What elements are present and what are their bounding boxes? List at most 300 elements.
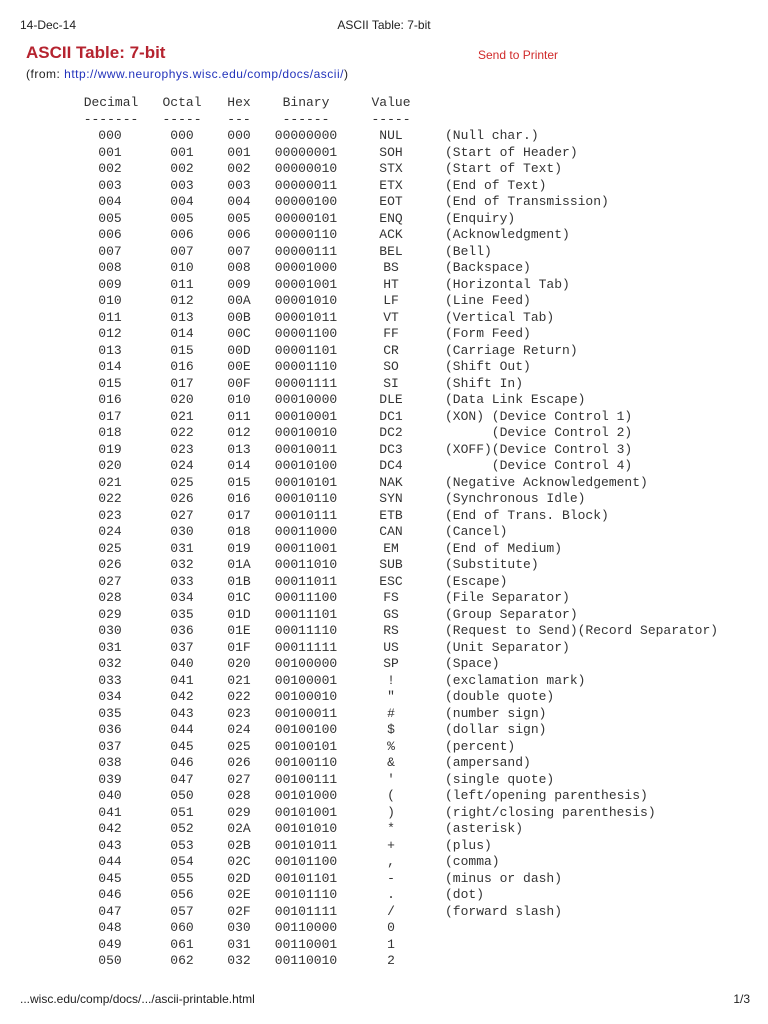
value-cell: ETX <box>379 177 403 193</box>
binary-cell: 00101100 <box>274 854 338 869</box>
value-cell: . <box>387 887 395 902</box>
send-to-printer-link[interactable]: Send to Printer <box>478 48 559 62</box>
octal-cell: 057 <box>170 903 194 919</box>
description-cell: (single quote) <box>445 771 555 787</box>
table-body <box>0 128 768 970</box>
binary-cell: 00001100 <box>274 326 338 341</box>
octal-cell: 045 <box>170 738 194 754</box>
table-row <box>0 887 768 904</box>
description-cell: (Acknowledgment) <box>445 227 570 242</box>
table-row <box>0 178 768 195</box>
hex-cell: 018 <box>227 524 251 539</box>
decimal-cell: 039 <box>98 771 122 787</box>
binary-cell: 00010011 <box>274 441 338 457</box>
binary-cell: 00001101 <box>274 342 338 358</box>
value-cell: ( <box>387 788 395 803</box>
decimal-cell: 040 <box>98 788 122 803</box>
source-suffix: ) <box>343 67 349 81</box>
description-cell: (ampersand) <box>445 755 531 770</box>
decimal-cell: 024 <box>98 524 122 539</box>
decimal-cell: 048 <box>98 920 122 935</box>
octal-cell: 005 <box>170 210 194 226</box>
decimal-cell: 045 <box>98 870 122 886</box>
underline-binary: ------ <box>282 111 330 127</box>
binary-cell: 00010101 <box>274 474 338 490</box>
description-cell: (Escape) <box>445 573 508 589</box>
decimal-cell: 036 <box>98 722 122 737</box>
decimal-cell: 002 <box>98 161 122 176</box>
octal-cell: 043 <box>170 705 194 721</box>
table-row <box>0 557 768 574</box>
decimal-cell: 017 <box>98 408 122 424</box>
value-cell: 0 <box>387 920 395 935</box>
footer-page-number: 1/3 <box>733 992 750 1006</box>
octal-cell: 012 <box>170 293 194 308</box>
decimal-cell: 020 <box>98 458 122 473</box>
description-cell: (right/closing parenthesis) <box>445 804 656 820</box>
description-cell: (Start of Text) <box>445 161 563 176</box>
hex-cell: 020 <box>227 656 251 671</box>
value-cell: EM <box>383 540 399 556</box>
table-row <box>0 706 768 723</box>
binary-cell: 00001001 <box>274 276 338 292</box>
table-row <box>0 607 768 624</box>
value-cell: # <box>387 705 395 721</box>
binary-cell: 00001000 <box>274 260 338 275</box>
hex-cell: 01F <box>227 639 251 655</box>
hex-cell: 00E <box>227 359 251 374</box>
hex-cell: 01E <box>227 623 251 638</box>
octal-cell: 007 <box>170 243 194 259</box>
ascii-table <box>0 95 768 970</box>
octal-cell: 062 <box>170 953 194 968</box>
header-hex: Hex <box>227 95 251 110</box>
hex-cell: 008 <box>227 260 251 275</box>
decimal-cell: 044 <box>98 854 122 869</box>
binary-cell: 00100101 <box>274 738 338 754</box>
hex-cell: 016 <box>227 491 251 506</box>
hex-cell: 02C <box>227 854 251 869</box>
value-cell: ACK <box>379 227 403 242</box>
decimal-cell: 046 <box>98 887 122 902</box>
binary-cell: 00000010 <box>274 161 338 176</box>
octal-cell: 027 <box>170 507 194 523</box>
hex-cell: 028 <box>227 788 251 803</box>
binary-cell: 00000001 <box>274 144 338 160</box>
octal-cell: 014 <box>170 326 194 341</box>
octal-cell: 056 <box>170 887 194 902</box>
table-row <box>0 854 768 871</box>
hex-cell: 004 <box>227 194 251 209</box>
octal-cell: 060 <box>170 920 194 935</box>
octal-cell: 052 <box>170 821 194 836</box>
description-cell: (minus or dash) <box>445 870 563 886</box>
table-row <box>0 772 768 789</box>
table-row <box>0 442 768 459</box>
binary-cell: 00001110 <box>274 359 338 374</box>
octal-cell: 017 <box>170 375 194 391</box>
page-title: ASCII Table: 7-bit <box>26 43 166 62</box>
binary-cell: 00000011 <box>274 177 338 193</box>
decimal-cell: 032 <box>98 656 122 671</box>
value-cell: NUL <box>379 128 403 143</box>
description-cell: (dot) <box>445 887 485 902</box>
octal-cell: 022 <box>170 425 194 440</box>
hex-cell: 011 <box>227 408 251 424</box>
value-cell: SYN <box>379 491 403 506</box>
value-cell: US <box>383 639 399 655</box>
table-row <box>0 689 768 706</box>
octal-cell: 006 <box>170 227 194 242</box>
binary-cell: 00001111 <box>274 375 338 391</box>
binary-cell: 00001011 <box>274 309 338 325</box>
decimal-cell: 029 <box>98 606 122 622</box>
description-cell: (exclamation mark) <box>445 672 586 688</box>
value-cell: BEL <box>379 243 403 259</box>
print-date: 14-Dec-14 <box>20 18 77 32</box>
description-cell: (Enquiry) <box>445 210 516 226</box>
table-row <box>0 293 768 310</box>
value-cell: RS <box>383 623 399 638</box>
description-cell: (asterisk) <box>445 821 524 836</box>
table-row <box>0 376 768 393</box>
footer-url: ...wisc.edu/comp/docs/.../ascii-printable.html <box>20 992 255 1006</box>
octal-cell: 015 <box>170 342 194 358</box>
decimal-cell: 049 <box>98 936 122 952</box>
value-cell: + <box>387 837 395 853</box>
octal-cell: 020 <box>170 392 194 407</box>
hex-cell: 023 <box>227 705 251 721</box>
print-header <box>0 18 768 34</box>
description-cell: (Form Feed) <box>445 326 531 341</box>
table-row <box>0 920 768 937</box>
octal-cell: 047 <box>170 771 194 787</box>
value-cell: SI <box>383 375 399 391</box>
decimal-cell: 006 <box>98 227 122 242</box>
decimal-cell: 003 <box>98 177 122 193</box>
hex-cell: 010 <box>227 392 251 407</box>
decimal-cell: 022 <box>98 491 122 506</box>
decimal-cell: 013 <box>98 342 122 358</box>
binary-cell: 00010010 <box>274 425 338 440</box>
description-cell: (forward slash) <box>445 903 563 919</box>
decimal-cell: 035 <box>98 705 122 721</box>
underline-value: ----- <box>371 111 411 127</box>
value-cell: 2 <box>387 953 395 968</box>
value-cell: GS <box>383 606 399 622</box>
decimal-cell: 000 <box>98 128 122 143</box>
value-cell: SP <box>383 656 399 671</box>
description-cell: (End of Trans. Block) <box>445 507 609 523</box>
binary-cell: 00010000 <box>274 392 338 407</box>
hex-cell: 003 <box>227 177 251 193</box>
source-link[interactable]: http://www.neurophys.wisc.edu/comp/docs/ascii/ <box>64 67 344 81</box>
binary-cell: 00000000 <box>274 128 338 143</box>
table-row <box>0 541 768 558</box>
decimal-cell: 031 <box>98 639 122 655</box>
table-row <box>0 343 768 360</box>
value-cell: FS <box>383 590 399 605</box>
table-row <box>0 128 768 145</box>
description-cell: (plus) <box>445 837 492 853</box>
binary-cell: 00001010 <box>274 293 338 308</box>
hex-cell: 001 <box>227 144 251 160</box>
table-row <box>0 475 768 492</box>
value-cell: DC4 <box>379 458 403 473</box>
value-cell: HT <box>383 276 399 292</box>
octal-cell: 051 <box>170 804 194 820</box>
binary-cell: 00011010 <box>274 557 338 572</box>
hex-cell: 006 <box>227 227 251 242</box>
hex-cell: 021 <box>227 672 251 688</box>
value-cell: FF <box>383 326 399 341</box>
decimal-cell: 038 <box>98 755 122 770</box>
description-cell: (Carriage Return) <box>445 342 578 358</box>
table-row <box>0 805 768 822</box>
octal-cell: 003 <box>170 177 194 193</box>
hex-cell: 032 <box>227 953 251 968</box>
header-octal: Octal <box>162 95 202 110</box>
underline-hex: --- <box>227 111 251 127</box>
hex-cell: 01D <box>227 606 251 622</box>
value-cell: LF <box>383 293 399 308</box>
value-cell: DC2 <box>379 425 403 440</box>
decimal-cell: 004 <box>98 194 122 209</box>
decimal-cell: 025 <box>98 540 122 556</box>
hex-cell: 000 <box>227 128 251 143</box>
table-row <box>0 838 768 855</box>
description-cell: (XON) (Device Control 1) <box>445 408 633 424</box>
value-cell: / <box>387 903 395 919</box>
decimal-cell: 050 <box>98 953 122 968</box>
table-row <box>0 524 768 541</box>
header-value: Value <box>371 95 411 110</box>
binary-cell: 00010111 <box>274 507 338 523</box>
octal-cell: 040 <box>170 656 194 671</box>
hex-cell: 027 <box>227 771 251 787</box>
binary-cell: 00100010 <box>274 689 338 704</box>
table-row <box>0 310 768 327</box>
hex-cell: 007 <box>227 243 251 259</box>
decimal-cell: 010 <box>98 293 122 308</box>
description-cell: (Data Link Escape) <box>445 392 586 407</box>
table-row <box>0 211 768 228</box>
table-row <box>0 326 768 343</box>
header-decimal: Decimal <box>83 95 139 110</box>
octal-cell: 032 <box>170 557 194 572</box>
table-row <box>0 937 768 954</box>
hex-cell: 005 <box>227 210 251 226</box>
octal-cell: 021 <box>170 408 194 424</box>
table-row <box>0 590 768 607</box>
octal-cell: 004 <box>170 194 194 209</box>
print-footer <box>0 992 768 1008</box>
description-cell: (File Separator) <box>445 590 570 605</box>
octal-cell: 025 <box>170 474 194 490</box>
binary-cell: 00011000 <box>274 524 338 539</box>
table-row <box>0 458 768 475</box>
hex-cell: 00D <box>227 342 251 358</box>
table-row <box>0 656 768 673</box>
description-cell: (XOFF)(Device Control 3) <box>445 441 633 457</box>
octal-cell: 033 <box>170 573 194 589</box>
octal-cell: 050 <box>170 788 194 803</box>
hex-cell: 00C <box>227 326 251 341</box>
decimal-cell: 030 <box>98 623 122 638</box>
binary-cell: 00110000 <box>274 920 338 935</box>
binary-cell: 00101001 <box>274 804 338 820</box>
value-cell: DC1 <box>379 408 403 424</box>
description-cell: (Null char.) <box>445 128 539 143</box>
value-cell: CAN <box>379 524 403 539</box>
decimal-cell: 028 <box>98 590 122 605</box>
octal-cell: 024 <box>170 458 194 473</box>
octal-cell: 044 <box>170 722 194 737</box>
octal-cell: 026 <box>170 491 194 506</box>
decimal-cell: 018 <box>98 425 122 440</box>
decimal-cell: 043 <box>98 837 122 853</box>
description-cell: (Substitute) <box>445 557 539 572</box>
table-row <box>0 161 768 178</box>
table-row <box>0 623 768 640</box>
hex-cell: 017 <box>227 507 251 523</box>
decimal-cell: 014 <box>98 359 122 374</box>
table-row <box>0 194 768 211</box>
underline-octal: ----- <box>162 111 202 127</box>
hex-cell: 02A <box>227 821 251 836</box>
binary-cell: 00000111 <box>274 243 338 259</box>
description-cell: (Group Separator) <box>445 606 578 622</box>
hex-cell: 022 <box>227 689 251 704</box>
binary-cell: 00010100 <box>274 458 338 473</box>
description-cell: (Device Control 4) <box>445 458 633 473</box>
description-cell: (percent) <box>445 738 516 754</box>
value-cell: STX <box>379 161 403 176</box>
description-cell: (Shift Out) <box>445 359 531 374</box>
decimal-cell: 011 <box>98 309 122 325</box>
decimal-cell: 034 <box>98 689 122 704</box>
table-row <box>0 244 768 261</box>
description-cell: (Horizontal Tab) <box>445 276 570 292</box>
source-prefix: (from: <box>26 67 65 81</box>
decimal-cell: 012 <box>98 326 122 341</box>
hex-cell: 00B <box>227 309 251 325</box>
octal-cell: 034 <box>170 590 194 605</box>
table-row <box>0 425 768 442</box>
decimal-cell: 001 <box>98 144 122 160</box>
table-row <box>0 755 768 772</box>
binary-cell: 00011101 <box>274 606 338 622</box>
octal-cell: 001 <box>170 144 194 160</box>
decimal-cell: 027 <box>98 573 122 589</box>
value-cell: BS <box>383 260 399 275</box>
octal-cell: 061 <box>170 936 194 952</box>
decimal-cell: 047 <box>98 903 122 919</box>
value-cell: ETB <box>379 507 403 523</box>
octal-cell: 016 <box>170 359 194 374</box>
table-row <box>0 491 768 508</box>
hex-cell: 00F <box>227 375 251 391</box>
binary-cell: 00101011 <box>274 837 338 853</box>
underline-decimal: ------- <box>83 111 139 127</box>
binary-cell: 00100000 <box>274 656 338 671</box>
value-cell: % <box>387 738 395 754</box>
octal-cell: 000 <box>170 128 194 143</box>
hex-cell: 00A <box>227 293 251 308</box>
table-row <box>0 508 768 525</box>
hex-cell: 013 <box>227 441 251 457</box>
value-cell: 1 <box>387 936 395 952</box>
hex-cell: 012 <box>227 425 251 440</box>
decimal-cell: 026 <box>98 557 122 572</box>
value-cell: SO <box>383 359 399 374</box>
binary-cell: 00101111 <box>274 903 338 919</box>
binary-cell: 00011110 <box>274 623 338 638</box>
binary-cell: 00010001 <box>274 408 338 424</box>
description-cell: (End of Transmission) <box>445 194 609 209</box>
value-cell: ! <box>387 672 395 688</box>
binary-cell: 00010110 <box>274 491 338 506</box>
decimal-cell: 037 <box>98 738 122 754</box>
value-cell: $ <box>387 722 395 737</box>
value-cell: - <box>387 870 395 886</box>
value-cell: ESC <box>379 573 403 589</box>
table-row <box>0 904 768 921</box>
value-cell: * <box>387 821 395 836</box>
octal-cell: 053 <box>170 837 194 853</box>
table-row <box>0 739 768 756</box>
decimal-cell: 023 <box>98 507 122 523</box>
binary-cell: 00101110 <box>274 887 338 902</box>
description-cell: (left/opening parenthesis) <box>445 788 648 803</box>
description-cell: (Start of Header) <box>445 144 578 160</box>
decimal-cell: 019 <box>98 441 122 457</box>
table-row <box>0 673 768 690</box>
decimal-cell: 008 <box>98 260 122 275</box>
octal-cell: 042 <box>170 689 194 704</box>
table-header-row <box>0 95 768 112</box>
table-row <box>0 227 768 244</box>
octal-cell: 055 <box>170 870 194 886</box>
description-cell: (Backspace) <box>445 260 531 275</box>
octal-cell: 010 <box>170 260 194 275</box>
table-row <box>0 953 768 970</box>
hex-cell: 031 <box>227 936 251 952</box>
description-cell: (comma) <box>445 854 500 869</box>
binary-cell: 00011001 <box>274 540 338 556</box>
hex-cell: 01C <box>227 590 251 605</box>
value-cell: EOT <box>379 194 403 209</box>
description-cell: (Synchronous Idle) <box>445 491 586 506</box>
decimal-cell: 042 <box>98 821 122 836</box>
table-row <box>0 145 768 162</box>
description-cell: (Unit Separator) <box>445 639 570 655</box>
octal-cell: 054 <box>170 854 194 869</box>
binary-cell: 00100110 <box>274 755 338 770</box>
binary-cell: 00100011 <box>274 705 338 721</box>
description-cell: (Space) <box>445 656 500 671</box>
value-cell: ) <box>387 804 395 820</box>
value-cell: CR <box>383 342 399 358</box>
octal-cell: 030 <box>170 524 194 539</box>
binary-cell: 00000100 <box>274 194 338 209</box>
binary-cell: 00100001 <box>274 672 338 688</box>
hex-cell: 026 <box>227 755 251 770</box>
description-cell: (Shift In) <box>445 375 524 391</box>
decimal-cell: 007 <box>98 243 122 259</box>
hex-cell: 01B <box>227 573 251 589</box>
description-cell: (double quote) <box>445 689 555 704</box>
